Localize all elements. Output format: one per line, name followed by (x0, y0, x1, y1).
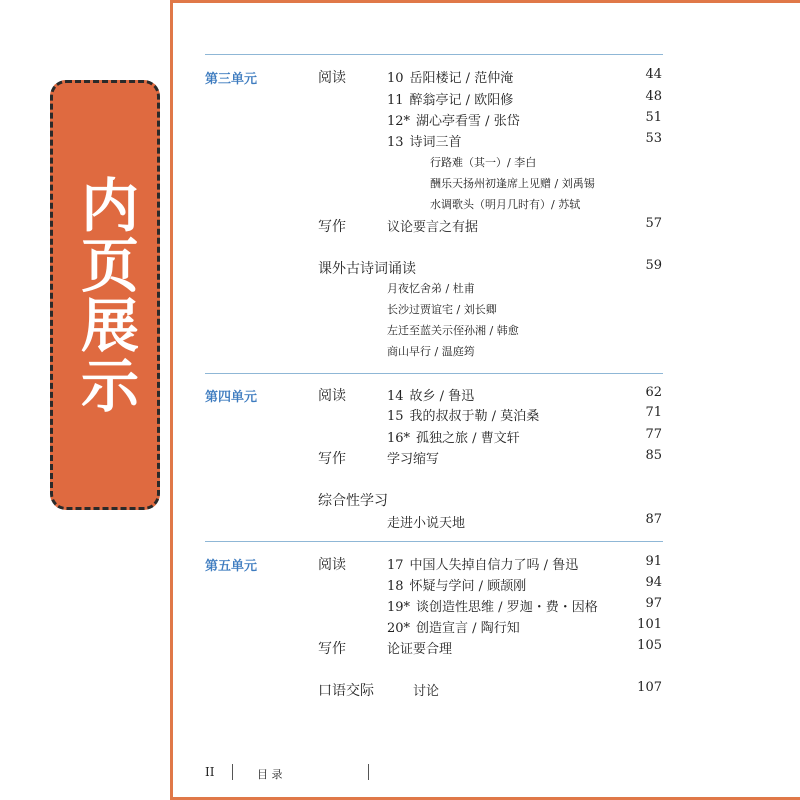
entry-title: 孤独之旅 / 曹文轩 (416, 431, 520, 446)
footer-label: 目 录 (257, 768, 283, 781)
entry-number: 12* (387, 114, 411, 129)
entry-title: 故乡 / 鲁迅 (409, 389, 475, 404)
unit-title: 第三单元 (205, 72, 258, 87)
section-writing: 写作 (318, 641, 346, 657)
page-number: 105 (637, 638, 662, 653)
entry-title: 湖心亭看雪 / 张岱 (416, 114, 520, 129)
badge-text: 内页展示 (71, 175, 139, 415)
unit-divider (205, 373, 663, 374)
poem-item[interactable]: 左迁至蓝关示侄孙湘 / 韩愈 (387, 324, 519, 337)
page-number: 71 (645, 405, 662, 420)
unit-title: 第四单元 (205, 390, 258, 405)
entry-title: 我的叔叔于勒 / 莫泊桑 (409, 409, 540, 424)
entry-number: 16* (387, 431, 411, 446)
footer-divider (368, 764, 369, 780)
entry-title: 诗词三首 (409, 135, 462, 150)
poem-item[interactable]: 行路难（其一）/ 李白 (430, 156, 537, 169)
entry-number: 10 (387, 71, 404, 86)
toc-entry[interactable]: 论证要合理 (387, 642, 453, 657)
entry-number: 20* (387, 621, 411, 636)
entry-number: 14 (387, 389, 404, 404)
entry-number: 15 (387, 409, 404, 424)
page-number: 51 (645, 110, 662, 125)
poem-item[interactable]: 酬乐天扬州初逢席上见赠 / 刘禹锡 (430, 177, 595, 190)
page-number: 107 (637, 680, 662, 695)
section-oral: 口语交际 (318, 683, 374, 699)
page-roman-numeral: II (205, 765, 215, 779)
entry-number: 19* (387, 600, 411, 615)
unit-divider (205, 541, 663, 542)
entry-number: 18 (387, 579, 404, 594)
page-number: 44 (645, 67, 662, 82)
entry-title: 谈创造性思维 / 罗迦・费・因格 (416, 600, 598, 615)
toc-entry[interactable]: 议论要言之有据 (387, 220, 479, 235)
toc-entry[interactable]: 学习缩写 (387, 452, 440, 467)
poem-item[interactable]: 长沙过贾谊宅 / 刘长卿 (387, 303, 497, 316)
entry-number: 13 (387, 135, 404, 150)
entry-title: 醉翁亭记 / 欧阳修 (409, 93, 514, 108)
entry-title: 创造宣言 / 陶行知 (416, 621, 520, 636)
page-number: 101 (637, 617, 662, 632)
entry-title: 怀疑与学问 / 顾颉刚 (409, 579, 527, 594)
toc-entry[interactable] (387, 89, 513, 108)
entry-number: 17 (387, 558, 404, 573)
page-number: 91 (645, 554, 662, 569)
page-number: 85 (645, 448, 662, 463)
section-reading: 阅读 (318, 557, 346, 573)
section-writing: 写作 (318, 451, 346, 467)
toc-entry[interactable] (387, 575, 526, 594)
poem-item[interactable]: 月夜忆舍弟 / 杜甫 (387, 282, 475, 295)
section-reading: 阅读 (318, 388, 346, 404)
section-writing: 写作 (318, 219, 346, 235)
poem-item[interactable]: 水调歌头（明月几时有）/ 苏轼 (430, 198, 581, 211)
page-number: 59 (645, 258, 662, 273)
toc-entry[interactable] (387, 110, 520, 129)
inner-page-badge (50, 80, 160, 510)
toc-entry[interactable] (387, 385, 474, 404)
unit-title: 第五单元 (205, 559, 258, 574)
unit-divider (205, 54, 663, 55)
toc-entry[interactable] (387, 554, 578, 573)
toc-entry[interactable]: 讨论 (413, 684, 440, 699)
page-number: 57 (645, 216, 662, 231)
page-number: 77 (645, 427, 662, 442)
toc-entry[interactable] (387, 67, 513, 86)
toc-entry[interactable] (387, 131, 462, 150)
toc-entry[interactable] (387, 617, 520, 636)
toc-entry[interactable]: 走进小说天地 (387, 516, 466, 531)
page-number: 87 (645, 512, 662, 527)
footer-divider (232, 764, 233, 780)
section-extra-poems: 课外古诗词诵读 (318, 261, 416, 277)
page-number: 94 (645, 575, 662, 590)
poem-item[interactable]: 商山早行 / 温庭筠 (387, 345, 475, 358)
section-synthesis: 综合性学习 (318, 493, 388, 509)
toc-entry[interactable] (387, 427, 520, 446)
page-number: 48 (645, 89, 662, 104)
toc-entry[interactable] (387, 596, 598, 615)
page-number: 62 (645, 385, 662, 400)
entry-title: 中国人失掉自信力了吗 / 鲁迅 (409, 558, 579, 573)
entry-number: 11 (387, 93, 404, 108)
page-number: 53 (645, 131, 662, 146)
section-reading: 阅读 (318, 70, 346, 86)
page-number: 97 (645, 596, 662, 611)
toc-entry[interactable] (387, 405, 539, 424)
entry-title: 岳阳楼记 / 范仲淹 (409, 71, 514, 86)
